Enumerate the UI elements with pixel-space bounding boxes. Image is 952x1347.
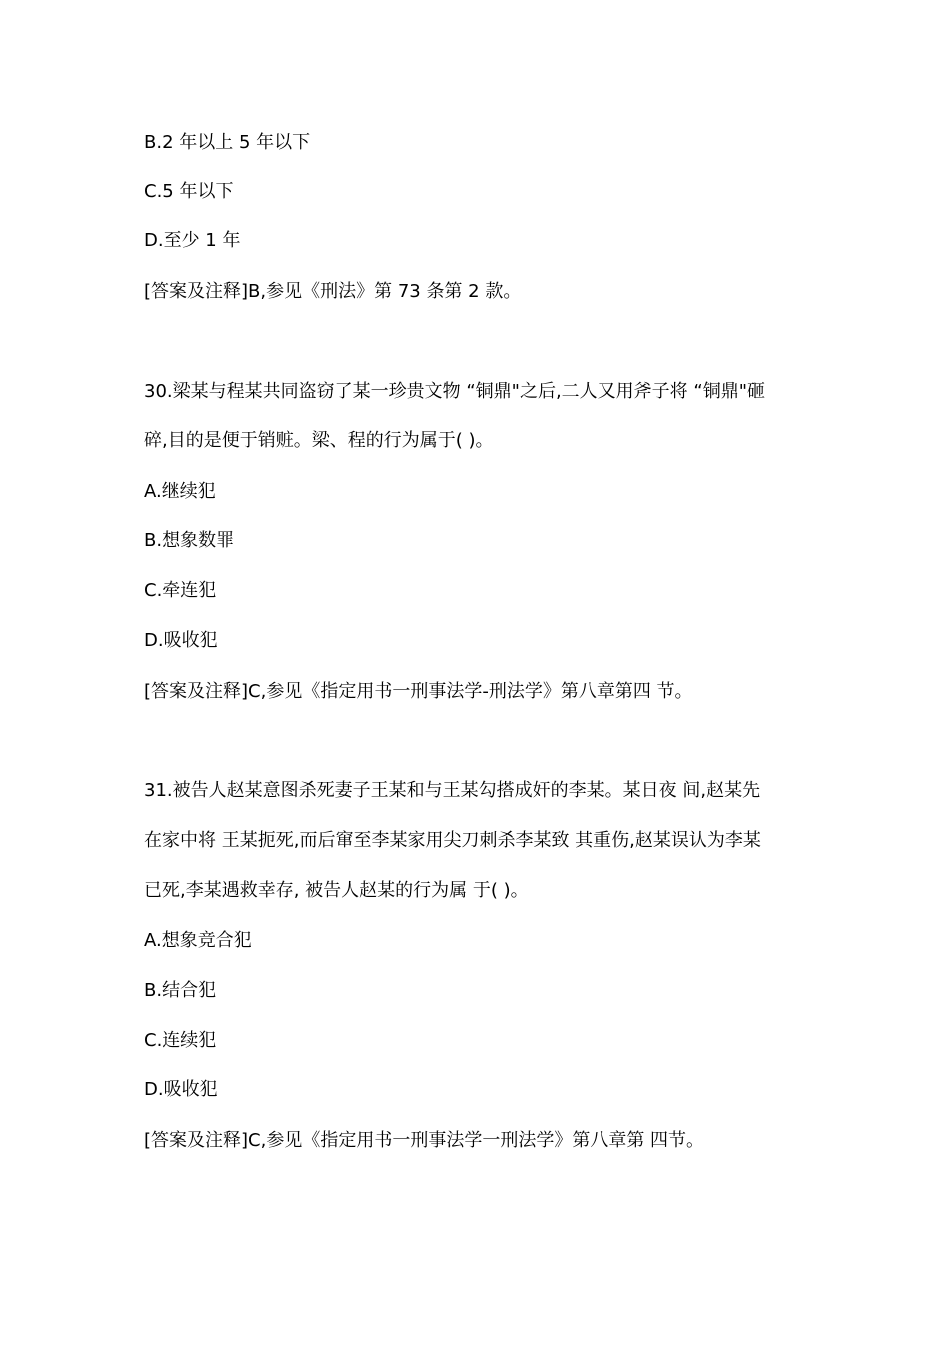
q29-option-b: B.2 年以上 5 年以下 [144, 132, 311, 153]
q31-answer: [答案及注释]C,参见《指定用书一刑事法学一刑法学》第八章第 四节。 [144, 1130, 705, 1151]
q31-option-c: C.连续犯 [144, 1030, 217, 1051]
q31-stem-line-1: 31.被告人赵某意图杀死妻子王某和与王某勾搭成奸的李某。某日夜 间,赵某先 [144, 780, 761, 801]
q29-option-d: D.至少 1 年 [144, 230, 241, 251]
q30-option-b: B.想象数罪 [144, 530, 235, 551]
q31-option-b: B.结合犯 [144, 980, 217, 1001]
q30-stem-line-1: 30.梁某与程某共同盗窃了某一珍贵文物 “铜鼎"之后,二人又用斧子将 “铜鼎"砸 [144, 381, 765, 402]
q30-option-a: A.继续犯 [144, 481, 216, 502]
q30-stem-line-2: 碎,目的是便于销赃。梁、程的行为属于( )。 [144, 430, 494, 451]
q31-option-d: D.吸收犯 [144, 1079, 218, 1100]
q30-option-c: C.牵连犯 [144, 580, 217, 601]
q31-option-a: A.想象竞合犯 [144, 930, 252, 951]
q30-option-d: D.吸收犯 [144, 630, 218, 651]
q31-stem-line-3: 已死,李某遇救幸存, 被告人赵某的行为属 于( )。 [144, 880, 529, 901]
q30-answer: [答案及注释]C,参见《指定用书一刑事法学-刑法学》第八章第四 节。 [144, 681, 693, 702]
q29-option-c: C.5 年以下 [144, 181, 234, 202]
q31-stem-line-2: 在家中将 王某扼死,而后窜至李某家用尖刀刺杀李某致 其重伤,赵某误认为李某 [144, 830, 761, 851]
q29-answer: [答案及注释]B,参见《刑法》第 73 条第 2 款。 [144, 281, 522, 302]
